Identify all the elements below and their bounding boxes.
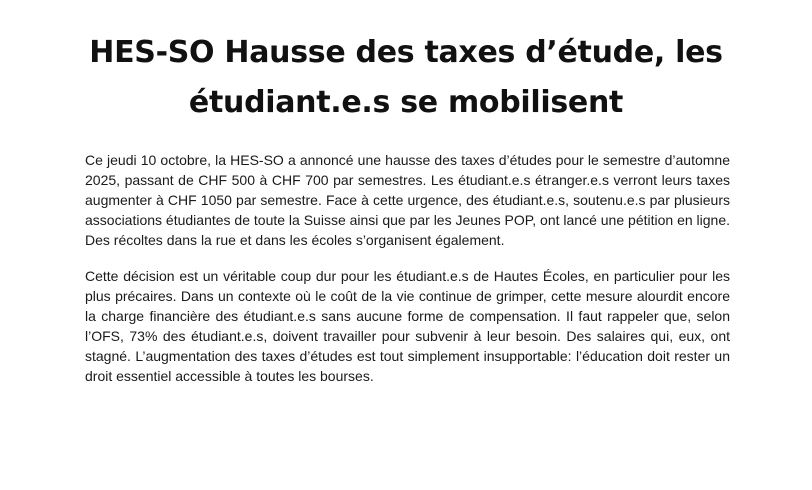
article-body [85,150,730,402]
article-paragraph-1: Ce jeudi 10 octobre, la HES-SO a annoncé une hausse des taxes d’études pour le semestre d’automne 2025, passant de CHF 500 à CHF 700 par semestres. Les étudiant.e.s étranger.e.s verront leurs taxes augmenter à CHF 1050 par semestre. Face à cette urgence, des étudiant.e.s, soutenu.e.s par plusieurs associations étudiantes de toute la Suisse ainsi que par les Jeunes POP, ont lancé une pétition en ligne. Des récoltes dans la rue et dans les écoles s’organisent également. [85,152,730,248]
article-title: HES-SO Hausse des taxes d’étude, les étudiant.e.s se mobilisent [89,35,723,120]
article-paragraph-2: Cette décision est un véritable coup dur pour les étudiant.e.s de Hautes Écoles, en particulier pour les plus précaires. Dans un contexte où le coût de la vie continue de grimper, cette mesure alourdit encore la charge financière des étudiant.e.s sans aucune forme de compensation. Il faut rappeler que, selon l’OFS, 73% des étudiant.e.s, doivent travailler pour subvenir à leur besoin. Des salaires qui, eux, ont stagné. L’augmentation des taxes d’études est tout simplement insupportable: l’éducation doit rester un droit essentiel accessible à toutes les bourses. [85,268,730,384]
